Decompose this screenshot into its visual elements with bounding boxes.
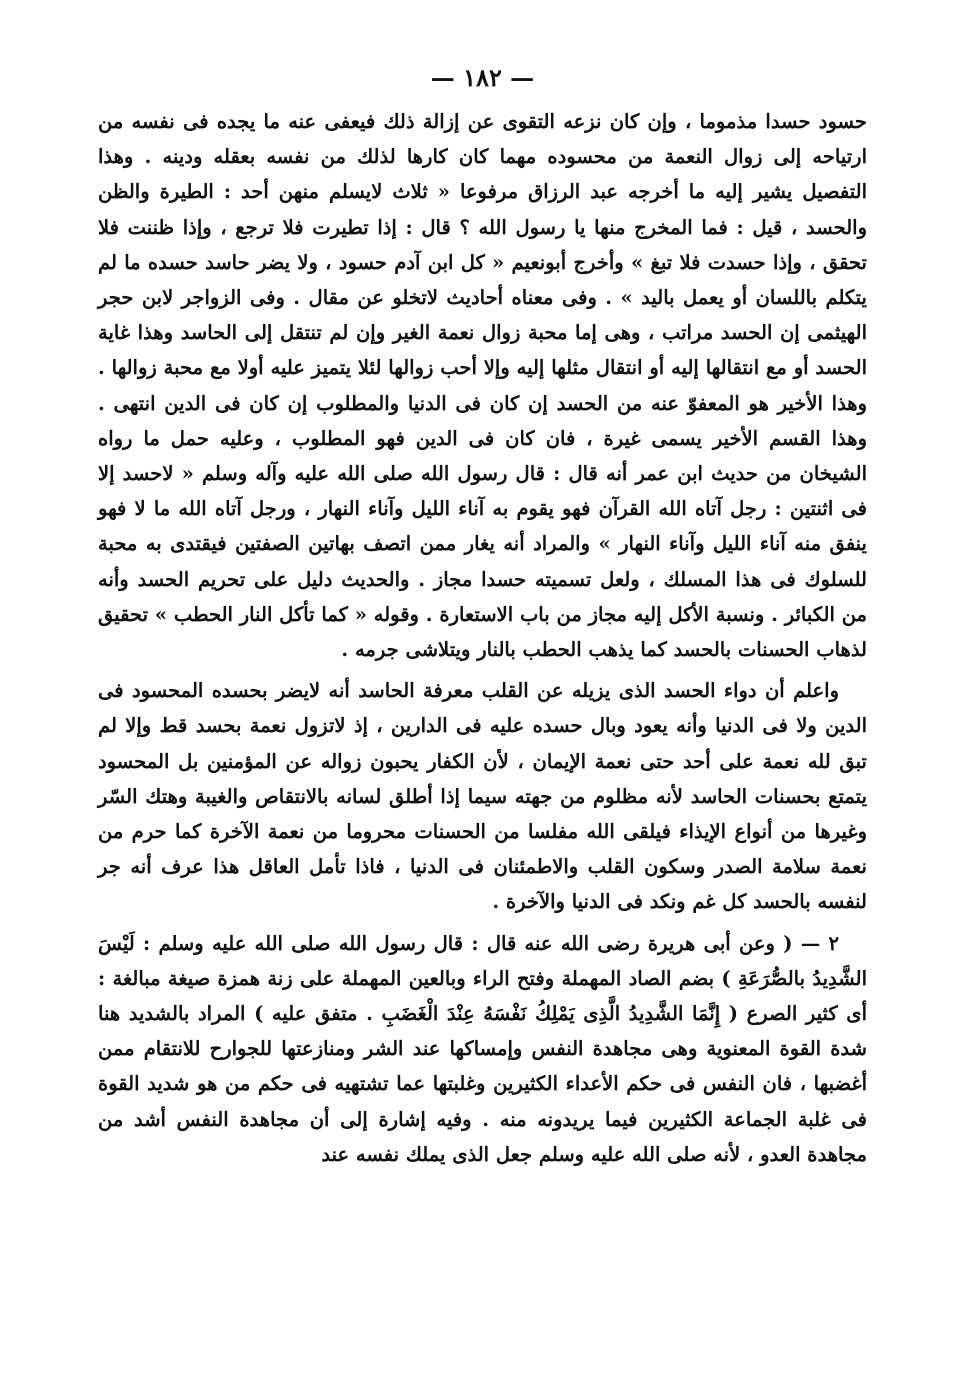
- paragraph-hadith-2: ٢ — ( وعن أبى هريرة رضى الله عنه قال : قال رسول الله صلى الله عليه وسلم : لَيْسَ الشَّدِيدُ بالصُّرَعَةِ ) بضم الصاد المهملة وفتح الراء وبالعين المهملة على زنة همزة صيغة مبالغة : أى كثير الصرع ( إِنَّمَا الشَّدِيدُ الَّذِى يَمْلِكُ نَفْسَهُ عِنْدَ الْغَضَبِ . متفق عليه ) المراد بالشديد هنا شدة القوة المعنوية وهى مجاهدة النفس وإمساكها عند الشر ومنازعتها للجوارح للانتقام ممن أغضبها ، فان النفس فى حكم الأعداء الكثيرين وغلبتها عما تشتهيه فى حكم من هو شديد القوة فى غلبة الجماعة الكثيرين فيما يريدونه منه . وفيه إشارة إلى أن مجاهدة النفس أشد من مجاهدة العدو ، لأنه صلى الله عليه وسلم جعل الذى يملك نفسه عند: [98, 931, 867, 1166]
- paragraph-hasad-remedy: واعلم أن دواء الحسد الذى يزيله عن القلب معرفة الحاسد أنه لايضر بحسده المحسود فى الدين ولا فى الدنيا وأنه يعود وبال حسده عليه فى الدارين ، إذ لاتزول نعمة بحسد قط وإلا لم تبق لله نعمة على أحد حتى نعمة الإيمان ، لأن الكفار يحبون زواله عن المؤمنين بل المحسود يتمتع بحسنات الحاسد لأنه مظلوم من جهته سيما إذا أطلق لسانه بالانتقاص والغيبة وهتك السّر وغيرها من أنواع الإيذاء فيلقى الله مفلسا من الحسنات محروما من نعمة الآخرة كما حرم من نعمة سلامة الصدر وسكون القلب والاطمئنان فى الدنيا ، فاذا تأمل العاقل هذا عرف أنه جر لنفسه بالحسد كل غم ونكد فى الدنيا والآخرة .: [98, 679, 867, 914]
- page-number: — ١٨٢ —: [430, 63, 535, 92]
- paragraph-hasad-details: حسود حسدا مذموما ، وإن كان نزعه التقوى عن إزالة ذلك فيعفى عنه ما يجده فى نفسه من ارتياحه إلى زوال النعمة من محسوده مهما كان كارها لذلك من نفسه بعقله ودينه . وهذا التفصيل يشير إليه ما أخرجه عبد الرزاق مرفوعا « ثلاث لايسلم منهن أحد : الطيرة والظن والحسد ، قيل : فما المخرج منها يا رسول الله ؟ قال : إذا تطيرت فلا ترجع ، وإذا ظننت فلا تحقق ، وإذا حسدت فلا تبغ » وأخرج أبونعيم « كل ابن آدم حسود ، ولا يضر حاسد حسده ما لم يتكلم باللسان أو يعمل باليد » . وفى معناه أحاديث لاتخلو عن مقال . وفى الزواجر لابن حجر الهيثمى إن الحسد مراتب ، وهى إما محبة زوال نعمة الغير وإن لم تنتقل إلى الحاسد وهذا غاية الحسد أو مع انتقالها إليه أو انتقال مثلها إليه وإلا أحب زوالها لئلا يتميز عليه أولا مع محبة زوالها . وهذا الأخير هو المعفوّ عنه من الحسد إن كان فى الدنيا والمطلوب إن كان فى الدين انتهى . وهذا القسم الأخير يسمى غيرة ، فان كان فى الدين فهو المطلوب ، وعليه حمل ما رواه الشيخان من حديث ابن عمر أنه قال : قال رسول الله صلى الله عليه وآله وسلم « لاحسد إلا فى اثنتين : رجل آتاه الله القرآن فهو يقوم به آناء الليل وآناء النهار ، ورجل آتاه الله ما لا فهو ينفق منه آناء الليل وآناء النهار » والمراد أنه يغار ممن اتصف بهاتين الصفتين فيقتدى به محبة للسلوك فى هذا المسلك ، ولعل تسميته حسدا مجاز . والحديث دليل على تحريم الحسد وأنه من الكبائر . ونسبة الأكل إليه مجاز من باب الاستعارة . وقوله « كما تأكل النار الحطب » تحقيق لذهاب الحسنات بالحسد كما يذهب الحطب بالنار ويتلاشى جرمه .: [98, 110, 867, 662]
